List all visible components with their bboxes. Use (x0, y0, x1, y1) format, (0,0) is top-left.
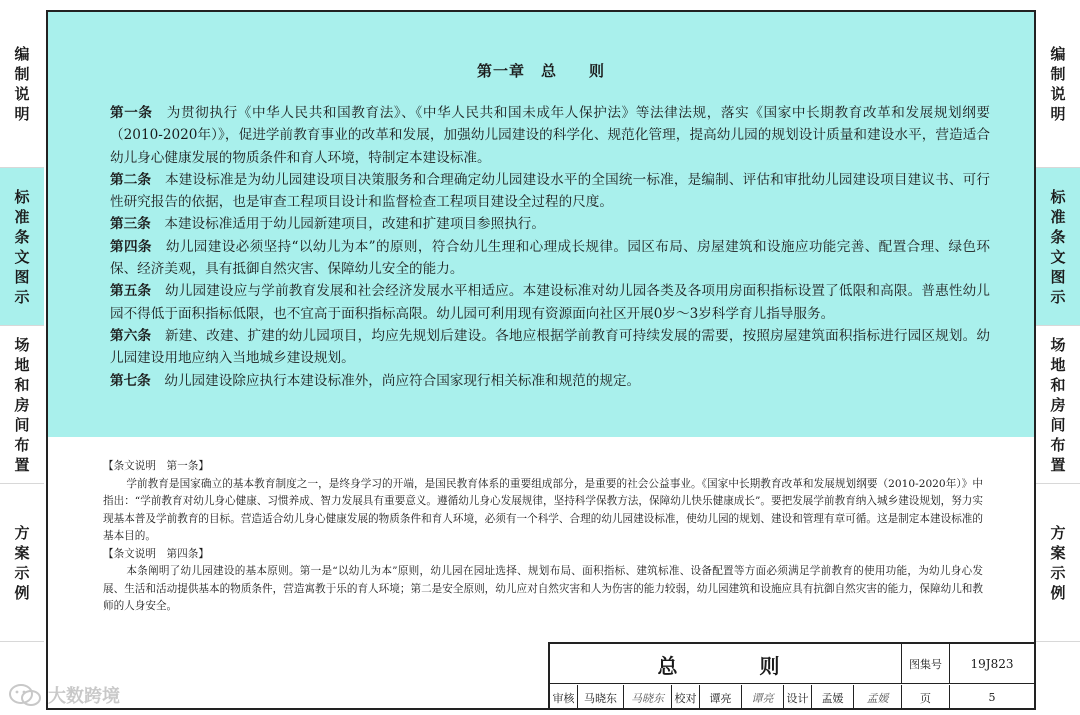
check-label: 校对 (672, 685, 700, 710)
sidebar-tab-compilation-notes-right[interactable] (1036, 0, 1080, 168)
atlas-number: 19J823 (970, 657, 1014, 671)
sidebar-tab-char: 编 (1050, 44, 1066, 63)
sidebar-tab-char: 制 (1050, 64, 1066, 83)
sidebar-tab-char: 标 (1050, 187, 1066, 206)
sidebar-tab-char: 图 (1050, 267, 1066, 286)
clause-text: 幼儿园建设必须坚持“以幼儿为本”的原则，符合幼儿生理和心理成长规律。园区布局、房屋建筑和设施应功能完善、配置合理、绿色环保、经济美观，具有抵御自然灾害、保障幼儿安全的能力。 (110, 238, 990, 278)
clause-text: 本建设标准是为幼儿园建设项目决策服务和合理确定幼儿园建设水平的全国统一标准，是编制、评估和审批幼儿园建设项目建议书、可行性研究报告的依据，也是审查工程项目设计和监督检查工程项目建设全过程的尺度。 (110, 171, 991, 211)
sidebar-tab-char: 方 (14, 523, 30, 542)
watermark-text: 大数跨境 (48, 686, 120, 707)
note-heading: 【条文说明 第一条】 (103, 460, 209, 472)
sidebar-tab-char: 明 (14, 104, 30, 123)
clause-label: 第二条 (110, 171, 152, 188)
sidebar-tab-char: 示 (14, 287, 30, 306)
sidebar-tab-char: 标 (14, 187, 30, 206)
clause-item (110, 236, 990, 281)
clause-label: 第三条 (110, 216, 151, 233)
sidebar-tab-char: 和 (1050, 375, 1066, 394)
clause-text: 幼儿园建设除应执行本建设标准外，尚应符合国家现行相关标准和规范的规定。 (164, 372, 641, 389)
design-label: 设计 (784, 685, 812, 710)
clause-item (110, 325, 990, 370)
clause-text: 新建、改建、扩建的幼儿园项目，均应先规划后建设。各地应根据学前教育可持续发展的需要，按照房屋建筑面积指标进行园区规划。幼儿园建设用地应纳入当地城乡建设规划。 (110, 327, 991, 367)
atlas-number-label: 图集号 (902, 644, 950, 684)
sidebar-tab-char: 说 (14, 84, 30, 103)
right-sidebar (1036, 0, 1080, 715)
clause-text: 为贯彻执行《中华人民共和国教育法》、《中华人民共和国未成年人保护法》等法律法规，落实《国家中长期教育改革和发展规划纲要（2010-2020年）》，促进学前教育事业的改革和发展，加强幼儿园建设的科学化、规范化管理，提高幼儿园的规划设计质量和建设水平，营造适合幼儿身心健康发展的物质条件和育人环境，特制定本建设标准。 (110, 105, 991, 166)
sidebar-tab-char: 条 (1050, 227, 1066, 246)
sidebar-tab-char: 方 (1050, 523, 1066, 542)
clause-label: 第五条 (110, 283, 152, 300)
sidebar-tab-site-and-room-layout[interactable] (0, 326, 44, 484)
sidebar-tab-char: 地 (14, 355, 30, 374)
sidebar-tab-char: 准 (1050, 207, 1066, 226)
title-block-signature-row (550, 685, 1034, 710)
drawing-title: 总 则 (550, 644, 902, 684)
sidebar-tab-char: 置 (14, 455, 30, 474)
note-body: 学前教育是国家确立的基本教育制度之一，是终身学习的开端，是国民教育体系的重要组成部分，是重要的社会公益事业。《国家中长期教育改革和发展规划纲要（2010-2020年）》中指出：“学前教育对幼儿身心健康、习惯养成、智力发展具有重要意义。遵循幼儿身心发展规律，坚持科学保教方法，保障幼儿快乐健康成长”。要把发展学前教育纳入城乡建设规划，努力实现基本普及学前教育的目标。营造适合幼儿身心健康发展的物质条件和育人环境，必须有一个科学、合理的幼儿园建设标准，使幼儿园的规划、建设和管理有章可循。这是制定本建设标准的基本目的。 (103, 477, 983, 542)
sidebar-tab-char: 置 (1050, 455, 1066, 474)
page-label: 页 (902, 685, 950, 710)
clause-item (110, 102, 990, 169)
sidebar-tab-char: 场 (1050, 335, 1066, 354)
sidebar-tab-char: 例 (14, 583, 30, 602)
clause-item (110, 370, 990, 392)
clause-label: 第六条 (110, 327, 152, 344)
sidebar-tab-site-and-room-layout-right[interactable] (1036, 326, 1080, 484)
clause-label: 第七条 (110, 372, 151, 389)
sidebar-tab-char: 场 (14, 335, 30, 354)
sidebar-tab-char: 示 (14, 563, 30, 582)
title-block-top-row (550, 644, 1034, 684)
reviewer-signature: 马晓东 (624, 685, 672, 710)
sidebar-tab-char: 示 (1050, 287, 1066, 306)
sidebar-tab-char: 例 (1050, 583, 1066, 602)
clause-text: 幼儿园建设应与学前教育发展和社会经济发展水平相适应。本建设标准对幼儿园各类及各项用房面积指标设置了低限和高限。普惠性幼儿园不得低于面积指标低限，也不宜高于面积指标高限。幼儿园可利用现有资源面向社区开展0岁～3岁科学育儿指导服务。 (110, 283, 991, 322)
sidebar-tab-char: 示 (1050, 563, 1066, 582)
clause-label: 第一条 (110, 105, 153, 121)
page-number: 5 (988, 691, 996, 704)
sidebar-tab-char: 布 (1050, 435, 1066, 454)
sidebar-tab-char: 间 (1050, 415, 1066, 434)
drawing-frame (46, 10, 1036, 710)
reviewer-name: 马晓东 (578, 685, 624, 710)
sidebar-tab-char: 案 (14, 543, 30, 562)
sidebar-tab-char: 图 (14, 267, 30, 286)
sidebar-tab-char: 房 (14, 395, 30, 414)
sidebar-tab-compilation-notes[interactable] (0, 0, 44, 168)
checker-name: 谭亮 (700, 685, 742, 710)
sidebar-tab-scheme-examples-right[interactable] (1036, 484, 1080, 642)
checker-signature: 谭亮 (742, 685, 784, 710)
left-sidebar (0, 0, 44, 715)
note-heading: 【条文说明 第四条】 (103, 547, 209, 560)
sidebar-tab-char: 文 (1050, 247, 1066, 266)
note-body: 本条阐明了幼儿园建设的基本原则。第一是“以幼儿为本”原则，幼儿园在园址选择、规划布局、面积指标、建筑标准、设备配置等方面必须满足学前教育的使用功能，为幼儿身心发展、生活和活动提供基本的物质条件，营造寓教于乐的育人环境；第二是安全原则，幼儿应对自然灾害和人为伤害的能力较弱，幼儿园建筑和设施应具有抗御自然灾害的能力，保障幼儿和教师的人身安全。 (103, 565, 983, 612)
clause-item (110, 213, 990, 235)
designer-signature: 孟媛 (854, 685, 902, 710)
sidebar-tab-char: 明 (1050, 104, 1066, 123)
clause-label: 第四条 (110, 238, 152, 255)
sidebar-tab-standard-clauses-right[interactable] (1036, 168, 1080, 326)
designer-name: 孟媛 (812, 685, 854, 710)
clause-explanations (103, 458, 983, 616)
sidebar-tab-char: 编 (14, 44, 30, 63)
title-block (548, 642, 1034, 708)
sidebar-tab-char: 说 (1050, 84, 1066, 103)
chapter-title: 第一章 总 则 (476, 62, 605, 80)
clause-panel (48, 12, 1034, 437)
sidebar-tab-char: 和 (14, 375, 30, 394)
sidebar-tab-char: 文 (14, 247, 30, 266)
sidebar-tab-char: 布 (14, 435, 30, 454)
sidebar-tab-char: 房 (1050, 395, 1066, 414)
wechat-icon (8, 683, 42, 707)
sidebar-tab-char: 间 (14, 415, 30, 434)
sidebar-tab-char: 案 (1050, 543, 1066, 562)
clause-text: 本建设标准适用于幼儿园新建项目，改建和扩建项目参照执行。 (164, 216, 545, 233)
sidebar-tab-char: 条 (14, 227, 30, 246)
review-label: 审核 (550, 685, 578, 710)
clause-item (110, 280, 990, 325)
sidebar-tab-scheme-examples[interactable] (0, 484, 44, 642)
sidebar-tab-standard-clauses[interactable] (0, 168, 44, 326)
watermark (8, 682, 120, 708)
sidebar-tab-char: 地 (1050, 355, 1066, 374)
sidebar-tab-char: 准 (14, 207, 30, 226)
sidebar-tab-char: 制 (14, 64, 30, 83)
clause-item (110, 169, 990, 214)
clause-list (110, 102, 990, 392)
